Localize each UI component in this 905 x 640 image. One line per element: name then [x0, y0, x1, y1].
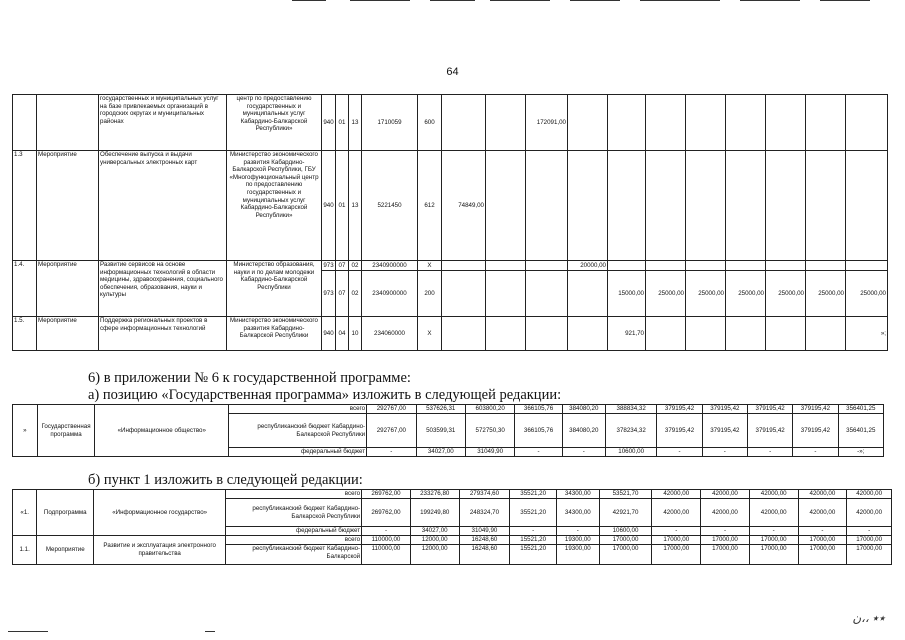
cell-value	[568, 151, 608, 261]
cell-pr: 13	[349, 151, 362, 261]
section-heading-b: б) пункт 1 изложить в следующей редакции:	[88, 472, 363, 488]
cell-source: федеральный бюджет	[226, 527, 362, 536]
cell-source: всего	[226, 536, 362, 545]
cell-value: 34300,00	[557, 499, 600, 527]
cell-num: 1.3	[13, 151, 37, 261]
cell-value: 42921,70	[599, 499, 652, 527]
cell-num: «1.	[13, 490, 37, 536]
cell-value	[608, 151, 646, 261]
cell-value: 20000,00	[568, 261, 608, 271]
cell-value: 572750,30	[465, 414, 514, 448]
cell-value: 25000,00	[766, 271, 806, 317]
cell-value: 379195,42	[657, 414, 702, 448]
cell-value	[846, 95, 888, 151]
cell-name: Развитие и эксплуатация электронного правительства	[94, 536, 226, 565]
table-row	[13, 95, 888, 151]
cell-value: 35521,20	[510, 490, 557, 499]
cell-value	[526, 271, 568, 317]
cell-value: 379195,42	[793, 405, 838, 414]
cell-rz: 01	[336, 151, 349, 261]
cell-value: 53521,70	[599, 490, 652, 499]
cell-value: -	[362, 527, 411, 536]
cell-rz: 07	[336, 261, 349, 271]
cell-value: 74849,00	[442, 151, 486, 261]
cell-value	[766, 317, 806, 351]
cell-type: Мероприятие	[37, 536, 94, 565]
cell-pr: 02	[349, 261, 362, 271]
scan-edge-line	[430, 0, 475, 1]
cell-type: Мероприятие	[37, 151, 99, 261]
cell-value: 42000,00	[749, 490, 798, 499]
cell-executor: Министерство образования, науки и по делам молодежи Кабардино-Балкарской Республики	[227, 261, 322, 317]
cell-value: 12000,00	[410, 545, 459, 565]
cell-value	[442, 271, 486, 317]
cell-value: -	[701, 527, 750, 536]
cell-source: республиканский бюджет Кабардино-Балкарской	[226, 545, 362, 565]
table-row	[13, 151, 888, 261]
cell-value	[568, 271, 608, 317]
cell-value: 292767,00	[367, 414, 416, 448]
cell-value: 19300,00	[557, 545, 600, 565]
cell-value	[526, 261, 568, 271]
cell-value	[806, 317, 846, 351]
cell-num: 1.5.	[13, 317, 37, 351]
cell-value: -	[798, 527, 847, 536]
cell-value	[806, 95, 846, 151]
cell-value: 25000,00	[846, 271, 888, 317]
cell-value: 388834,32	[605, 405, 656, 414]
cell-value: 42000,00	[749, 499, 798, 527]
cell-type: Государственная программа	[37, 405, 95, 457]
cell-value: 110000,00	[362, 536, 411, 545]
cell-type: Мероприятие	[37, 261, 99, 317]
cell-value: 17000,00	[701, 545, 750, 565]
cell-value	[726, 261, 766, 271]
cell-value	[766, 95, 806, 151]
cell-source: республиканский бюджет Кабардино-Балкарской Республики	[226, 499, 362, 527]
cell-value: -	[515, 448, 562, 457]
cell-value: 17000,00	[652, 545, 701, 565]
cell-value	[766, 151, 806, 261]
cell-value: -	[652, 527, 701, 536]
cell-value: 10600,00	[599, 527, 652, 536]
cell-value	[806, 261, 846, 271]
cell-value	[806, 151, 846, 261]
cell-value	[486, 271, 526, 317]
cell-value: 379195,42	[793, 414, 838, 448]
cell-value: -	[793, 448, 838, 457]
cell-value: 16248,60	[459, 545, 510, 565]
cell-value: 42000,00	[847, 490, 892, 499]
cell-value	[846, 261, 888, 271]
cell-value: 292767,00	[367, 405, 416, 414]
scan-edge-line	[292, 0, 326, 1]
cell-value	[686, 151, 726, 261]
cell-csr: 2340900000	[362, 271, 418, 317]
cell-value: 16248,60	[459, 536, 510, 545]
cell-value: 42000,00	[798, 499, 847, 527]
cell-rz: 07	[336, 271, 349, 317]
cell-value: -	[702, 448, 747, 457]
table-row	[13, 317, 888, 351]
cell-vr: 200	[418, 271, 442, 317]
cell-value	[766, 261, 806, 271]
cell-type: Подпрограмма	[37, 490, 94, 536]
cell-grbs: 940	[322, 317, 336, 351]
cell-value: 42000,00	[798, 490, 847, 499]
cell-value	[846, 151, 888, 261]
cell-grbs: 940	[322, 95, 336, 151]
cell-value: 17000,00	[701, 536, 750, 545]
cell-value: 17000,00	[652, 536, 701, 545]
cell-value: 603800,20	[465, 405, 514, 414]
cell-value: 25000,00	[726, 271, 766, 317]
cell-value	[646, 95, 686, 151]
cell-pr: 10	[349, 317, 362, 351]
cell-type: Мероприятие	[37, 317, 99, 351]
cell-value	[686, 317, 726, 351]
cell-value: 378234,32	[605, 414, 656, 448]
scan-edge-line	[490, 0, 550, 1]
cell-num: 1.4.	[13, 261, 37, 317]
section-heading-a: а) позицию «Государственная программа» изложить в следующей редакции:	[88, 387, 562, 403]
cell-value: 379195,42	[702, 405, 747, 414]
cell-num: »	[13, 405, 38, 457]
cell-executor: Министерство экономического развития Кабардино-Балкарской Республики, ГБУ «Многофункциональный центр по предоставлению государственных и муниципальных услуг Кабардино-Балкарской Республики»	[227, 151, 322, 261]
cell-value: 35521,20	[510, 499, 557, 527]
cell-value: 17000,00	[847, 536, 892, 545]
cell-name: «Информационное общество»	[95, 405, 229, 457]
cell-value	[486, 151, 526, 261]
cell-value: 17000,00	[847, 545, 892, 565]
cell-value	[486, 95, 526, 151]
cell-value: -»;	[838, 448, 883, 457]
cell-value	[568, 95, 608, 151]
cell-value: -	[657, 448, 702, 457]
scan-edge-line	[8, 631, 48, 632]
handwritten-signature: ٭٭ ،،ن	[852, 611, 885, 625]
cell-value: 379195,42	[747, 405, 792, 414]
cell-value: 356401,25	[838, 405, 883, 414]
cell-value: 172091,00	[526, 95, 568, 151]
cell-value: 31049,90	[465, 448, 514, 457]
cell-source: всего	[226, 490, 362, 499]
cell-source: всего	[229, 405, 367, 414]
cell-value	[686, 261, 726, 271]
cell-name: «Информационное государство»	[94, 490, 226, 536]
cell-value: -	[747, 448, 792, 457]
cell-value	[726, 151, 766, 261]
cell-source: республиканский бюджет Кабардино-Балкарской Республики	[229, 414, 367, 448]
table-row	[13, 405, 884, 414]
cell-value: 15000,00	[608, 271, 646, 317]
cell-value	[526, 151, 568, 261]
cell-value: 34300,00	[557, 490, 600, 499]
cell-value: 31049,90	[459, 527, 510, 536]
cell-value	[646, 317, 686, 351]
cell-name: государственных и муниципальных услуг на базе привлекаемых организаций в городских округах и муниципальных районах	[99, 95, 227, 151]
cell-executor: центр по предоставлению государственных и муниципальных услуг Кабардино-Балкарской Республики»	[227, 95, 322, 151]
cell-value	[526, 317, 568, 351]
cell-value: 10600,00	[605, 448, 656, 457]
cell-type	[37, 95, 99, 151]
cell-value: 25000,00	[646, 271, 686, 317]
cell-source: федеральный бюджет	[229, 448, 367, 457]
cell-vr: 612	[418, 151, 442, 261]
cell-pr: 13	[349, 95, 362, 151]
cell-num: 1.1.	[13, 536, 37, 565]
cell-value: -	[847, 527, 892, 536]
program-table	[12, 404, 884, 457]
cell-value: 34027,00	[416, 448, 465, 457]
cell-value: 17000,00	[749, 545, 798, 565]
scan-edge-line	[640, 0, 720, 1]
cell-value	[486, 317, 526, 351]
cell-value	[442, 261, 486, 271]
cell-name: Развитие сервисов на основе информационных технологий в области медицины, здравоохранения, социального обеспечения, образования, науки и культуры	[99, 261, 227, 317]
cell-csr: 5221450	[362, 151, 418, 261]
cell-value: 34027,00	[410, 527, 459, 536]
cell-rz: 04	[336, 317, 349, 351]
cell-value: 356401,25	[838, 414, 883, 448]
cell-value: 17000,00	[749, 536, 798, 545]
cell-value: -	[749, 527, 798, 536]
cell-value: 199249,80	[410, 499, 459, 527]
cell-value: 379195,42	[702, 414, 747, 448]
cell-vr: X	[418, 261, 442, 271]
cell-executor: Министерство экономического развития Кабардино-Балкарской Республики	[227, 317, 322, 351]
cell-value: 17000,00	[599, 545, 652, 565]
table-row	[13, 261, 888, 271]
scan-edge-line	[350, 0, 410, 1]
cell-value: 42000,00	[701, 499, 750, 527]
cell-value: 15521,20	[510, 536, 557, 545]
cell-grbs: 973	[323, 261, 334, 269]
budget-table-top	[12, 94, 888, 351]
cell-name: Обеспечение выпуска и выдачи универсальных электронных карт	[99, 151, 227, 261]
cell-value: 379195,42	[747, 414, 792, 448]
cell-value: 12000,00	[410, 536, 459, 545]
cell-value: 42000,00	[701, 490, 750, 499]
section-heading-6: 6) в приложении № 6 к государственной программе:	[88, 370, 411, 386]
cell-value	[442, 317, 486, 351]
scan-edge-line	[740, 0, 800, 1]
cell-value: 17000,00	[798, 545, 847, 565]
cell-value: -	[562, 448, 605, 457]
cell-value: »;	[846, 317, 888, 351]
cell-value: 269762,00	[362, 499, 411, 527]
cell-value: 233276,80	[410, 490, 459, 499]
cell-value	[726, 317, 766, 351]
cell-value	[608, 261, 646, 271]
cell-value: 503599,31	[416, 414, 465, 448]
cell-vr: 600	[418, 95, 442, 151]
cell-value	[726, 95, 766, 151]
cell-value: 19300,00	[557, 536, 600, 545]
cell-num	[13, 95, 37, 151]
cell-value	[442, 95, 486, 151]
cell-value: 42000,00	[652, 499, 701, 527]
cell-grbs: 973	[322, 271, 336, 317]
cell-value: 17000,00	[599, 536, 652, 545]
cell-value: 379195,42	[657, 405, 702, 414]
table-row	[13, 490, 892, 499]
scan-edge-line	[205, 631, 215, 632]
cell-value: 537626,31	[416, 405, 465, 414]
cell-value: 366105,76	[515, 405, 562, 414]
cell-grbs: 940	[322, 151, 336, 261]
scan-edge-line	[820, 0, 870, 1]
cell-value	[608, 95, 646, 151]
cell-value: 25000,00	[686, 271, 726, 317]
cell-value: 25000,00	[806, 271, 846, 317]
cell-value	[646, 261, 686, 271]
cell-value: 366105,76	[515, 414, 562, 448]
cell-value	[568, 317, 608, 351]
subprogram-table	[12, 489, 892, 565]
cell-value: 269762,00	[362, 490, 411, 499]
cell-rz: 01	[336, 95, 349, 151]
cell-csr: 234060000	[362, 317, 418, 351]
cell-value: 384080,20	[562, 414, 605, 448]
cell-value: 279374,60	[459, 490, 510, 499]
cell-value	[646, 151, 686, 261]
cell-value: 921,70	[608, 317, 646, 351]
page-number: 64	[446, 66, 459, 78]
cell-value: 384080,20	[562, 405, 605, 414]
cell-value: 15521,20	[510, 545, 557, 565]
cell-value: 17000,00	[798, 536, 847, 545]
scan-edge-line	[570, 0, 620, 1]
cell-value: -	[367, 448, 416, 457]
cell-value	[686, 95, 726, 151]
cell-csr: 2340900000	[362, 261, 418, 271]
cell-vr: X	[418, 317, 442, 351]
cell-value: 42000,00	[847, 499, 892, 527]
cell-value: 42000,00	[652, 490, 701, 499]
cell-csr: 1710059	[362, 95, 418, 151]
cell-value: -	[557, 527, 600, 536]
cell-value: 248324,70	[459, 499, 510, 527]
cell-value	[486, 261, 526, 271]
cell-name: Поддержка региональных проектов в сфере информационных технологий	[99, 317, 227, 351]
cell-value: 110000,00	[362, 545, 411, 565]
cell-value: -	[510, 527, 557, 536]
table-row	[13, 536, 892, 545]
cell-pr: 02	[349, 271, 362, 317]
